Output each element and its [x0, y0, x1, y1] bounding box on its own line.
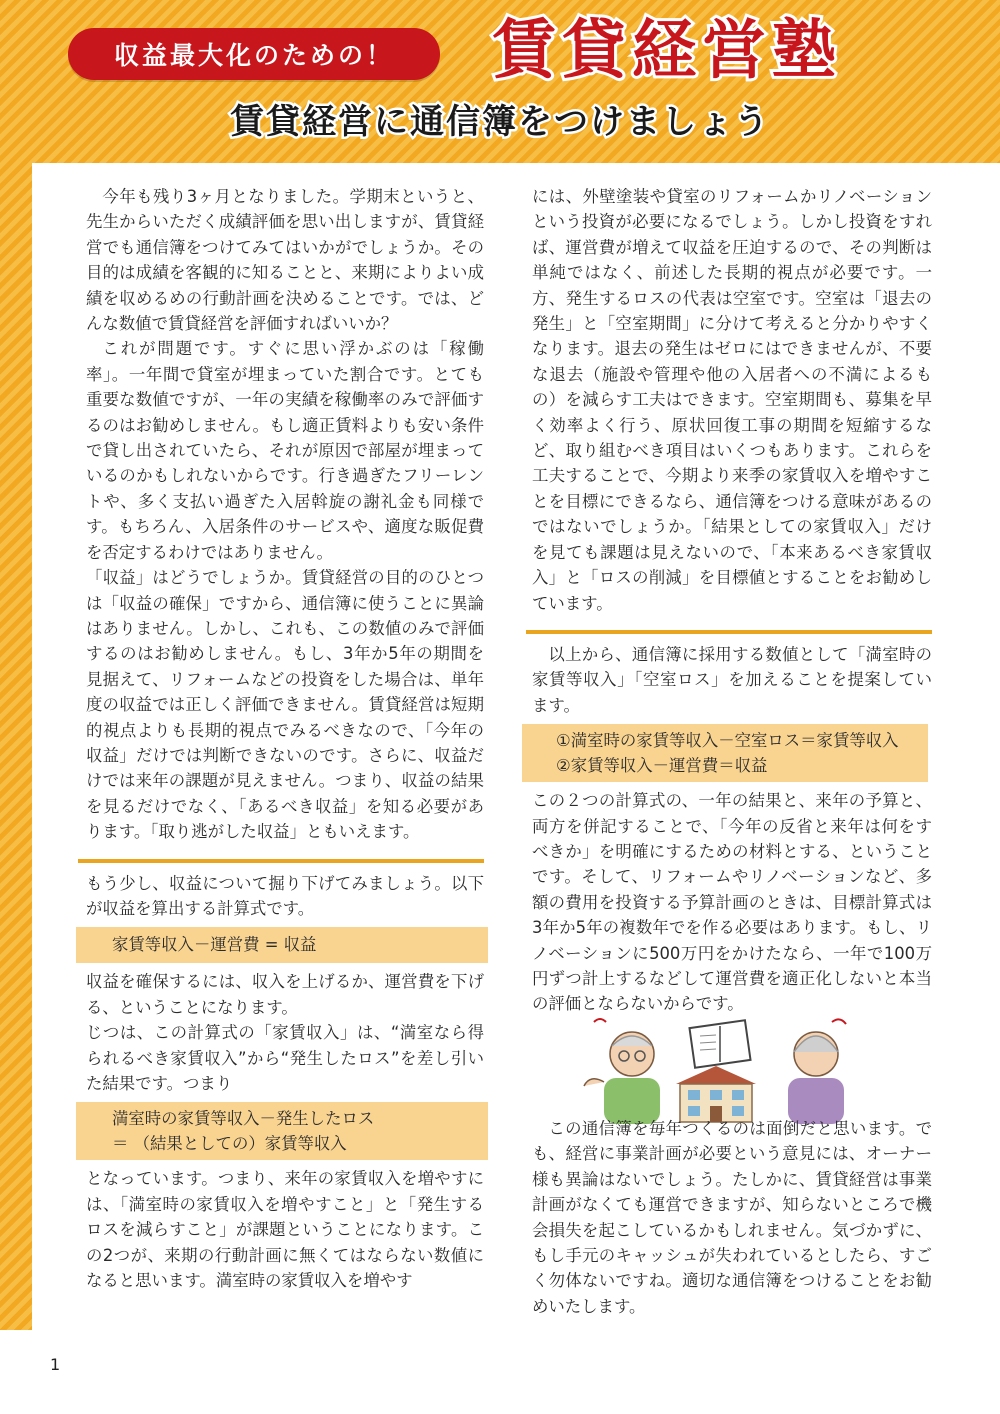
paragraph: 以上から、通信簿に採用する数値として「満室時の家賃等収入」「空室ロス」を加えることを提案しています。 — [532, 644, 932, 715]
formula-line: ①満室時の家賃等収入－空室ロス＝家賃等収入 — [556, 731, 899, 751]
formula-box — [522, 724, 928, 782]
formula-line: 家賃等収入－運営費 = 収益 — [112, 935, 317, 955]
formula-box — [76, 927, 488, 963]
formula-line: 満室時の家賃等収入－発生したロス — [112, 1109, 375, 1129]
owner-illustration — [566, 1016, 906, 1124]
paragraph: これが問題です。すぐに思い浮かぶのは「稼働率」。一年間で貸室が埋まっていた割合です。とても重要な数値ですが、一年の実績を稼働率のみで評価するのはお勧めしません。もし適正賃料よりも安い条件で貸し出されていたら、それが原因で部屋が埋まっているのかもしれないからです。行き過ぎたフリーレントや、多く支払い過ぎた入居斡旋の謝礼金も同様です。もちろん、入居条件のサービスや、適度な販促費を否定するわけではありません。 — [86, 339, 484, 562]
section-divider — [526, 630, 932, 634]
paragraph: 収益を確保するには、収入を上げるか、運営費を下げる、ということになります。 — [86, 972, 484, 1017]
page-number: 1 — [50, 1355, 61, 1374]
paragraph: この通信簿を毎年つくるのは面倒だと思います。でも、経営に事業計画が必要という意見には、オーナー様も異論はないでしょう。たしかに、賃貸経営は事業計画がなくても運営できますが、知らないところで機会損失を起こしているかもしれません。気づかずに、もし手元のキャッシュが失われているとしたら、すごく勿体ないですね。適切な通信簿をつけることをお勧めいたします。 — [532, 1119, 932, 1316]
paragraph: 今年も残り3ヶ月となりました。学期末というと、先生からいただく成績評価を思い出しますが、賃貸経営でも通信簿をつけてみてはいかがでしょうか。その目的は成績を客観的に知ることと、来期によりよい成績を収めるめの行動計画を決めることです。では、どんな数値で賃貸経営を評価すればいいか？ — [86, 187, 484, 334]
old-man-icon — [584, 1019, 660, 1124]
apartment-icon — [676, 1066, 756, 1122]
old-woman-icon — [788, 1019, 846, 1124]
paragraph: には、外壁塗装や貸室のリフォームかリノベーションという投資が必要になるでしょう。しかし投資をすれば、運営費が増えて収益を圧迫するので、その判断は単純ではなく、前述した長期的視点が必要です。一方、発生するロスの代表は空室です。空室は「退去の発生」と「空室期間」に分けて考えると分かりやすくなります。退去の発生はゼロにはできませんが、不要な退去（施設や管理や他の入居者への不満によるもの）を減らす工夫はできます。空室期間も、募集を早く効率よく行う、原状回復工事の期間を短縮するなど、取り組むべき項目はいくつもあります。これらを工夫することで、今期より来季の家賃収入を増やすことを目標にできるなら、通信簿をつける意味があるのではないでしょうか。「結果としての家賃収入」だけを見ても課題は見えないので、「本来あるべき家賃収入」と「ロスの削減」を目標値とすることをお勧めしています。 — [532, 187, 932, 613]
brand-title: 賃貸経営塾 — [492, 14, 842, 88]
notebook-icon — [689, 1020, 750, 1067]
formula-box — [76, 1102, 488, 1160]
header-badge: 収益最大化のための！ — [68, 28, 440, 80]
paragraph: もう少し、収益について掘り下げてみましょう。以下が収益を算出する計算式です。 — [86, 873, 484, 918]
paragraph: じつは、この計算式の「家賃収入」は、“満室なら得られるべき家賃収入”から“発生したロス”を差し引いた結果です。つまり — [86, 1023, 484, 1093]
right-column-bottom — [532, 1116, 932, 1319]
paragraph: この２つの計算式の、一年の結果と、来年の予算と、両方を併記することで、「今年の反省と来年は何をすべきか」を明確にするための材料とする、ということです。そして、リフォームやリノベーションなど、多額の費用を投資する予算計画のときは、目標計算式は3年か5年の複数年でを作る必要はあります。もし、リノベーションに500万円をかけたなら、一年で100万円ずつ計上するなどして運営費を適正化しないと本当の評価とならないからです。 — [532, 791, 932, 1014]
paragraph: となっています。つまり、来年の家賃収入を増やすには、「満室時の家賃収入を増やすこと」と「発生するロスを減らすこと」が課題ということになります。この2つが、来期の行動計画に無くてはならない数値になると思います。満室時の家賃収入を増やす — [86, 1169, 484, 1291]
formula-line: ＝ （結果としての）家賃等収入 — [112, 1134, 347, 1154]
left-column — [86, 184, 484, 1293]
paragraph: 「収益」はどうでしょうか。賃貸経営の目的のひとつは「収益の確保」ですから、通信簿に使うことに異論はありません。しかし、これも、この数値のみで評価するのはお勧めしません。もし、3年か5年の期間を見据えて、リフォームなどの投資をした場合は、単年度の収益では正しく評価できません。賃貸経営は短期的視点よりも長期的視点でみるべきなので、「今年の収益」だけでは判断できないのです。さらに、収益だけでは来年の課題が見えません。つまり、収益の結果を見るだけでなく、「あるべき収益」を知る必要があります。「取り逃がした収益」ともいえます。 — [86, 568, 484, 842]
formula-line: ②家賃等収入－運営費＝収益 — [556, 756, 768, 776]
page-subtitle: 賃貸経営に通信簿をつけましょう — [230, 102, 770, 142]
section-divider — [78, 859, 484, 863]
right-column — [532, 184, 932, 1017]
